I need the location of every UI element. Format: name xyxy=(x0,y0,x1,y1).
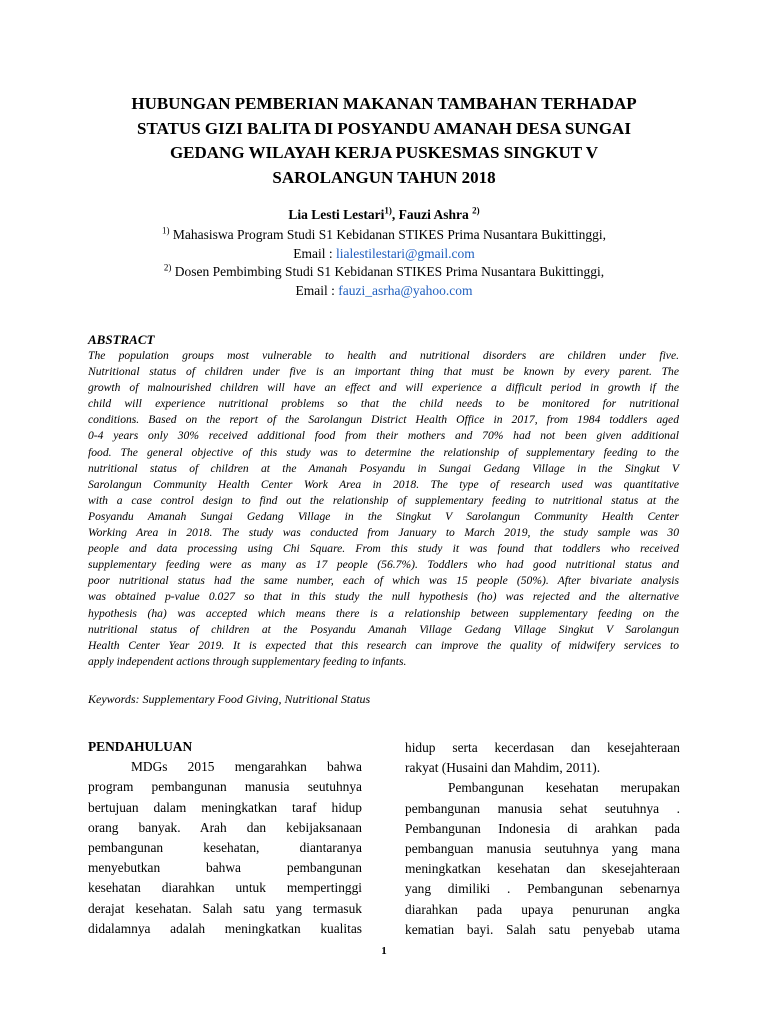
body-line: program pembangunan manusia seutuhnya xyxy=(88,779,362,795)
body-line: didalamnya adalah meningkatkan kualitas xyxy=(88,920,362,936)
abstract-line: growth of malnourished children will have an effect and will experience a difficult period in growth if the xyxy=(88,381,679,395)
author-name: Lia Lesti Lestari xyxy=(288,207,385,222)
abstract-line: with a case control design to find out the relationship of supplementary feeding to nutritional status at the xyxy=(88,493,679,507)
body-line: rakyat (Husaini dan Mahdim, 2011). xyxy=(405,760,601,776)
email-link[interactable]: fauzi_asrha@yahoo.com xyxy=(338,283,473,298)
title-line: SAROLANGUN TAHUN 2018 xyxy=(272,167,496,187)
abstract-line: supplementary feeding were as many as 17 people (56.7%). Toddlers who had good nutritional status and xyxy=(88,558,679,572)
author-line xyxy=(95,205,673,225)
affiliation-superscript: 1) xyxy=(162,225,170,236)
body-line: pembangunan kesehatan, diantaranya xyxy=(88,839,362,855)
body-line: meningkatkan kesehatan dan skesejahteraan xyxy=(405,861,680,877)
affiliation-1-email xyxy=(95,244,673,264)
abstract-line: nutritional status of children at the Amanah Posyandu in Sungai Gedang Village in the Singkut V xyxy=(88,461,679,475)
page-number: 1 xyxy=(381,945,387,957)
keywords: Keywords: Supplementary Food Giving, Nutritional Status xyxy=(88,692,371,706)
abstract-line: child will experience nutritional problems so that the child needs to be monitored for nutritional xyxy=(88,397,679,411)
body-line: kematian bayi. Salah satu penyebab utama xyxy=(405,921,680,937)
email-label: Email : xyxy=(295,283,339,298)
abstract-line: Health Center Year 2019. It is expected that this research can improve the quality of midwifery services to xyxy=(88,638,679,652)
abstract-line: was obtained p-value 0.027 so that in this study the null hypothesis (ho) was rejected and the alternative xyxy=(88,590,679,604)
body-line: Pembangunan kesehatan merupakan xyxy=(448,780,680,796)
abstract-line: conditions. Based on the report of the Sarolangun District Health Office in 2017, from 1984 toddlers aged xyxy=(88,413,679,427)
affiliation-superscript: 2) xyxy=(163,262,172,273)
abstract-body xyxy=(88,348,679,670)
email-link[interactable]: lialestilestari@gmail.com xyxy=(335,246,475,261)
title-line: GEDANG WILAYAH KERJA PUSKESMAS SINGKUT V xyxy=(169,143,599,162)
affiliation-1 xyxy=(95,225,673,245)
affiliation-text: Mahasiswa Program Studi S1 Kebidanan STIKES Prima Nusantara Bukittinggi, xyxy=(169,227,606,242)
affiliation-2 xyxy=(95,262,673,282)
paper-title xyxy=(95,92,673,190)
body-line: pembangunan manusia sehat seutuhnya . xyxy=(405,800,680,816)
affiliation-text: Dosen Pembimbing Studi S1 Kebidanan STIKES Prima Nusantara Bukittinggi, xyxy=(171,264,605,279)
body-line: orang banyak. Arah dan kebijaksanaan xyxy=(88,819,362,835)
section-heading: PENDAHULUAN xyxy=(88,739,193,754)
abstract-line: 0-4 years only 30% received additional food from their mothers and 70% had not been given additional xyxy=(88,429,679,443)
body-line: yang dimiliki . Pembangunan sebenarnya xyxy=(405,881,680,897)
body-line: derajat kesehatan. Salah satu yang termasuk xyxy=(88,900,362,916)
abstract-line: Nutritional status of children under five is an important thing that must be known by every parent. The xyxy=(88,365,679,379)
abstract-line: Posyandu Amanah Sungai Gedang Village in the Singkut V Sarolangun Community Health Center xyxy=(88,509,679,523)
author-superscript: 1) xyxy=(384,205,392,216)
abstract-line: people and data processing using Chi Square. From this study it was found that toddlers who received xyxy=(88,542,679,556)
body-line: diarahkan pada upaya penurunan angka xyxy=(405,901,680,917)
author-name: Fauzi Ashra xyxy=(398,207,469,222)
body-line: bertujuan dalam meningkatkan taraf hidup xyxy=(88,799,362,815)
title-line: STATUS GIZI BALITA DI POSYANDU AMANAH DESA SUNGAI xyxy=(137,118,631,138)
abstract-line: hypothesis (ha) was accepted which means there is a relationship between supplementary feeding on the xyxy=(88,606,679,620)
body-line: hidup serta kecerdasan dan kesejahteraan xyxy=(405,740,680,755)
abstract-line: food. The general objective of this study was to determine the relationship of supplementary feeding to the xyxy=(88,445,679,459)
title-line: HUBUNGAN PEMBERIAN MAKANAN TAMBAHAN TERHADAP xyxy=(131,94,637,113)
body-line: pembanguan manusia seutuhnya yang mana xyxy=(405,840,680,856)
abstract-line: Sarolangun Community Health Center Work Area in 2018. The type of research used was quantitative xyxy=(88,477,679,491)
body-line: MDGs 2015 mengarahkan bahwa xyxy=(131,759,362,775)
right-column xyxy=(405,738,680,940)
abstract-line: nutritional status of children at the Posyandu Amanah Village Gedang Village Singkut V Sarolangun xyxy=(88,622,679,636)
body-line: kesehatan diarahkan untuk mempertinggi xyxy=(88,880,362,896)
author-separator: , xyxy=(391,207,399,222)
abstract-heading: ABSTRACT xyxy=(88,332,155,347)
body-line: menyebutkan bahwa pembangunan xyxy=(88,860,362,876)
abstract-line: Working Area in 2018. The study was conducted from January to March 2019, the study sample was 30 xyxy=(88,526,679,540)
author-superscript: 2) xyxy=(472,205,480,216)
email-label: Email : xyxy=(293,246,336,261)
abstract-line: apply independent actions through supplementary feeding to infants. xyxy=(88,654,407,668)
abstract-line: The population groups most vulnerable to health and nutritional disorders are children under five. xyxy=(88,349,679,362)
left-column xyxy=(88,737,362,939)
body-line: Pembangunan Indonesia di arahkan pada xyxy=(405,820,680,836)
abstract-line: poor nutritional status had the same number, each of which was 15 people (50%). After bivariate analysis xyxy=(88,574,679,588)
affiliation-2-email xyxy=(95,281,673,301)
